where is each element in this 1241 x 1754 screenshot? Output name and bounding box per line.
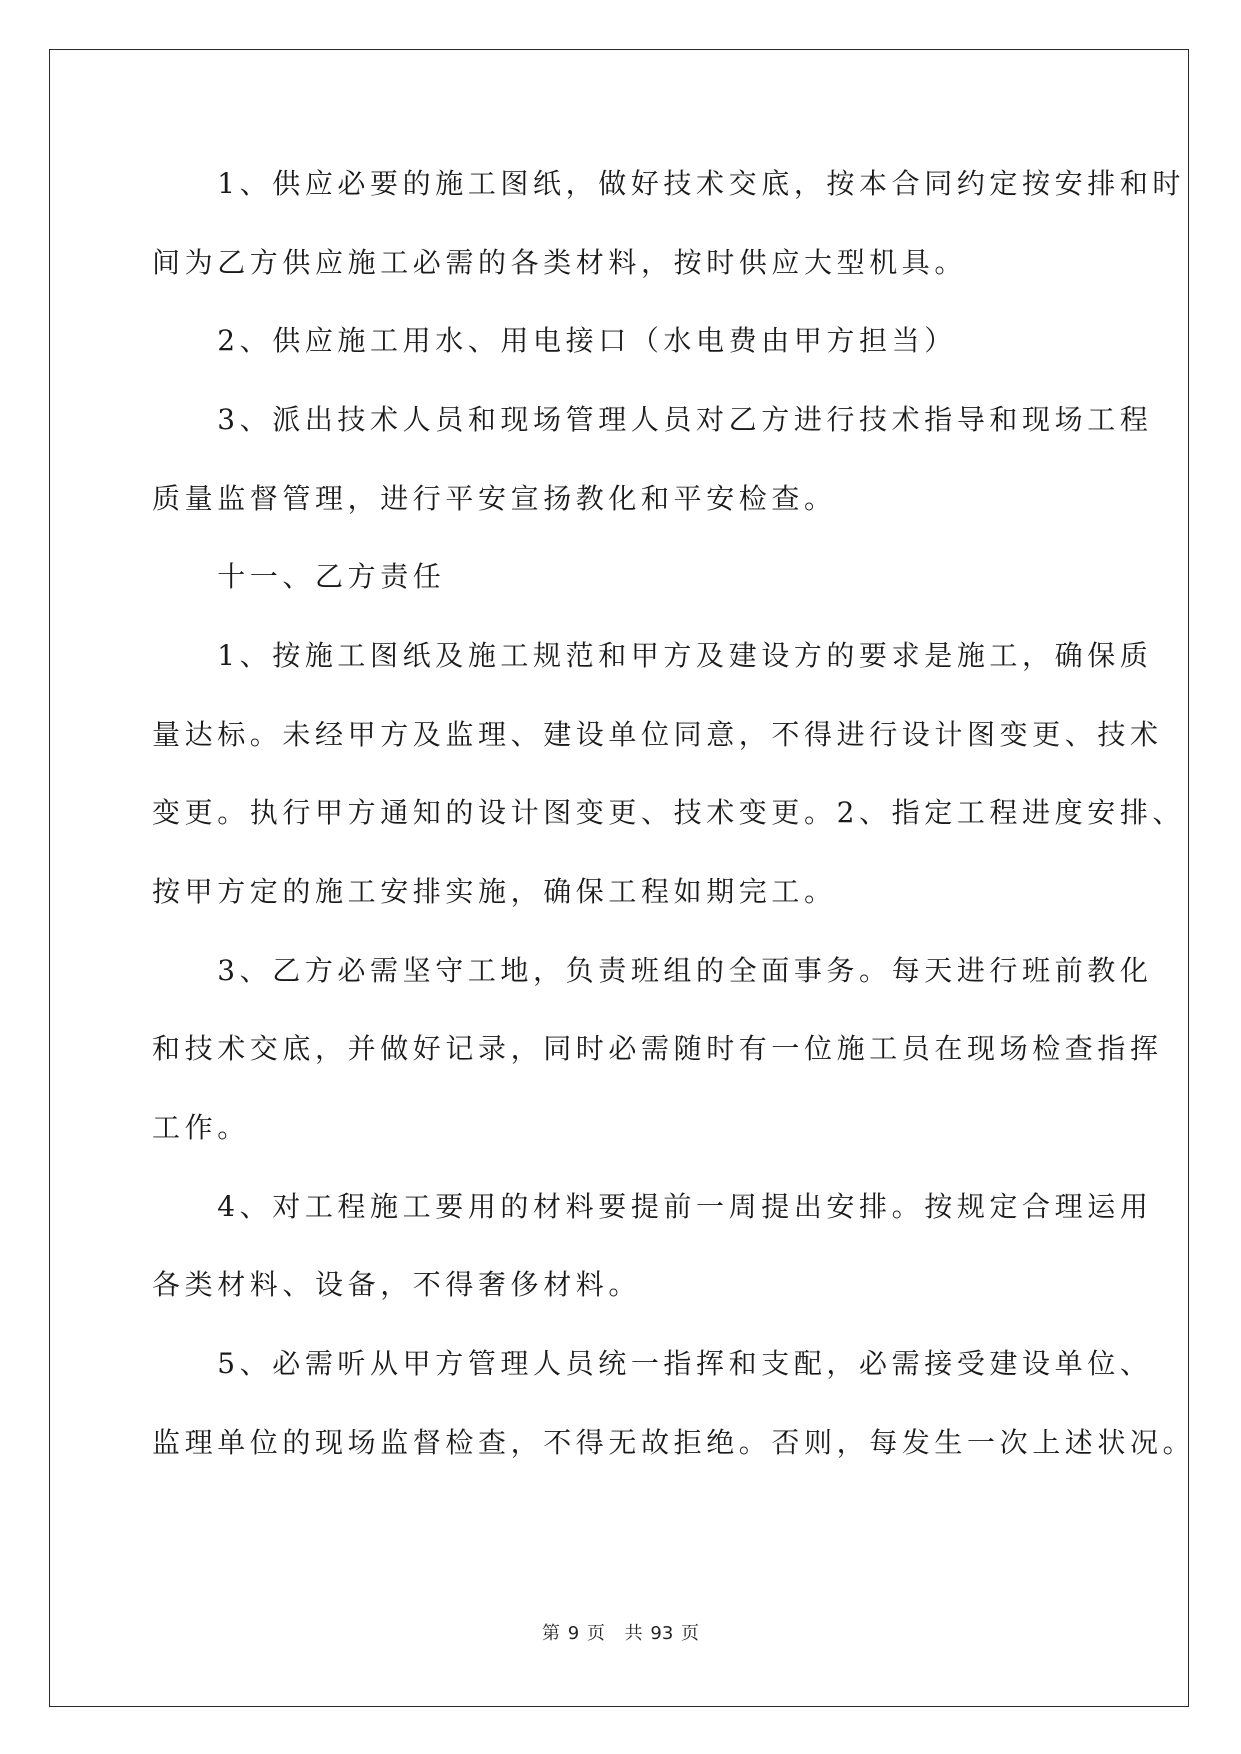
text-line: 1、按施工图纸及施工规范和甲方及建设方的要求是施工，确保质 xyxy=(152,639,1153,672)
text-line: 3、乙方必需坚守工地，负责班组的全面事务。每天进行班前教化 xyxy=(152,954,1153,987)
page-number-total: 共 93 页 xyxy=(624,1623,699,1644)
page-number-current: 第 9 页 xyxy=(542,1623,605,1644)
text-line: 各类材料、设备，不得奢侈材料。 xyxy=(152,1268,642,1301)
text-line: 间为乙方供应施工必需的各类材料，按时供应大型机具。 xyxy=(152,246,968,279)
text-line: 量达标。未经甲方及监理、建设单位同意，不得进行设计图变更、技术 xyxy=(152,718,1163,751)
text-line: 2、供应施工用水、用电接口（水电费由甲方担当） xyxy=(152,324,957,357)
text-line: 质量监督管理，进行平安宣扬教化和平安检查。 xyxy=(152,482,837,515)
text-line: 4、对工程施工要用的材料要提前一周提出安排。按规定合理运用 xyxy=(152,1190,1153,1223)
page-footer xyxy=(0,1619,1241,1645)
section-heading: 十一、乙方责任 xyxy=(152,560,446,593)
text-line: 变更。执行甲方通知的设计图变更、技术变更。2、指定工程进度安排、 xyxy=(152,796,1186,829)
text-line: 和技术交底，并做好记录，同时必需随时有一位施工员在现场检查指挥 xyxy=(152,1032,1163,1065)
text-line: 按甲方定的施工安排实施，确保工程如期完工。 xyxy=(152,875,837,908)
text-line: 监理单位的现场监督检查，不得无故拒绝。否则，每发生一次上述状况。 xyxy=(152,1426,1196,1459)
text-line: 工作。 xyxy=(152,1111,250,1144)
text-line: 1、供应必要的施工图纸，做好技术交底，按本合同约定按安排和时 xyxy=(152,167,1186,200)
text-line: 3、派出技术人员和现场管理人员对乙方进行技术指导和现场工程 xyxy=(152,403,1153,436)
text-line: 5、必需听从甲方管理人员统一指挥和支配，必需接受建设单位、 xyxy=(152,1347,1153,1380)
